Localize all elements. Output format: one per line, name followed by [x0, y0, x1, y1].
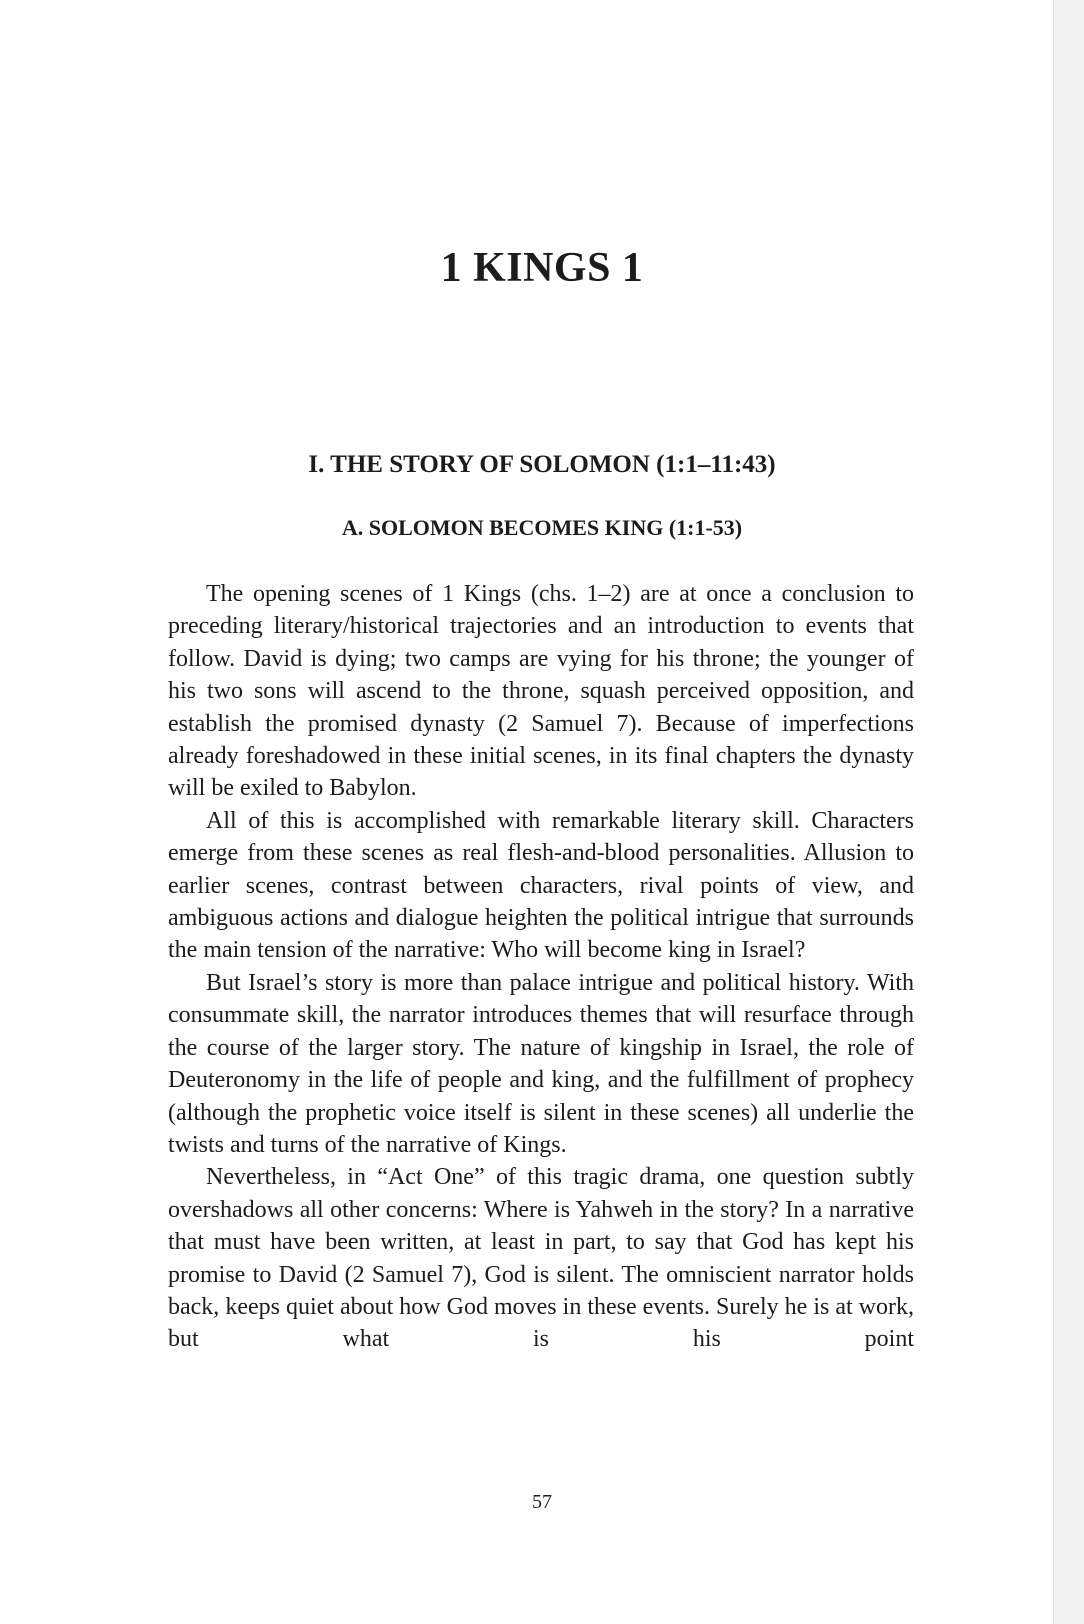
paragraph: The opening scenes of 1 Kings (chs. 1–2) are at once a conclusion to preceding literary/historical trajectories and an introduction to events that follow. David is dying; two camps are vying for his throne; the younger of his two sons will ascend to the throne, squash perceived opposition, and establish the promised dynasty (2 Samuel 7). Because of imperfections already foreshadowed in these initial scenes, in its final chapters the dynasty will be exiled to Babylon. [168, 581, 914, 802]
section-title: I. THE STORY OF SOLOMON (1:1–11:43) [308, 451, 776, 478]
subsection-title: A. SOLOMON BECOMES KING (1:1-53) [341, 515, 743, 540]
body-text [168, 578, 914, 1356]
paragraph: But Israel’s story is more than palace intrigue and political history. With consummate skill, the narrator introduces themes that will resurface through the course of the larger story. The nature of kingship in Israel, the role of Deuteronomy in the life of people and king, and the fulfillment of prophecy (although the prophetic voice itself is silent in these scenes) all underlie the twists and turns of the narrative of Kings. [168, 969, 914, 1158]
paragraph: Nevertheless, in “Act One” of this tragic drama, one question subtly overshadows all other concerns: Where is Yahweh in the story? In a narrative that must have been written, at least in part, to say that God has kept his promise to David (2 Samuel 7), God is silent. The omniscient narrator holds back, keeps quiet about how God moves in these events. Surely he is at work, but what is his point [168, 1164, 914, 1353]
page-edge [1053, 0, 1084, 1624]
chapter-title: 1 KINGS 1 [440, 245, 644, 291]
paragraph: All of this is accomplished with remarkable literary skill. Characters emerge from these scenes as real flesh-and-blood personalities. Allusion to earlier scenes, contrast between characters, rival points of view, and ambiguous actions and dialogue heighten the political intrigue that surrounds the main tension of the narrative: Who will become king in Israel? [168, 807, 914, 964]
page-number: 57 [532, 1491, 552, 1513]
